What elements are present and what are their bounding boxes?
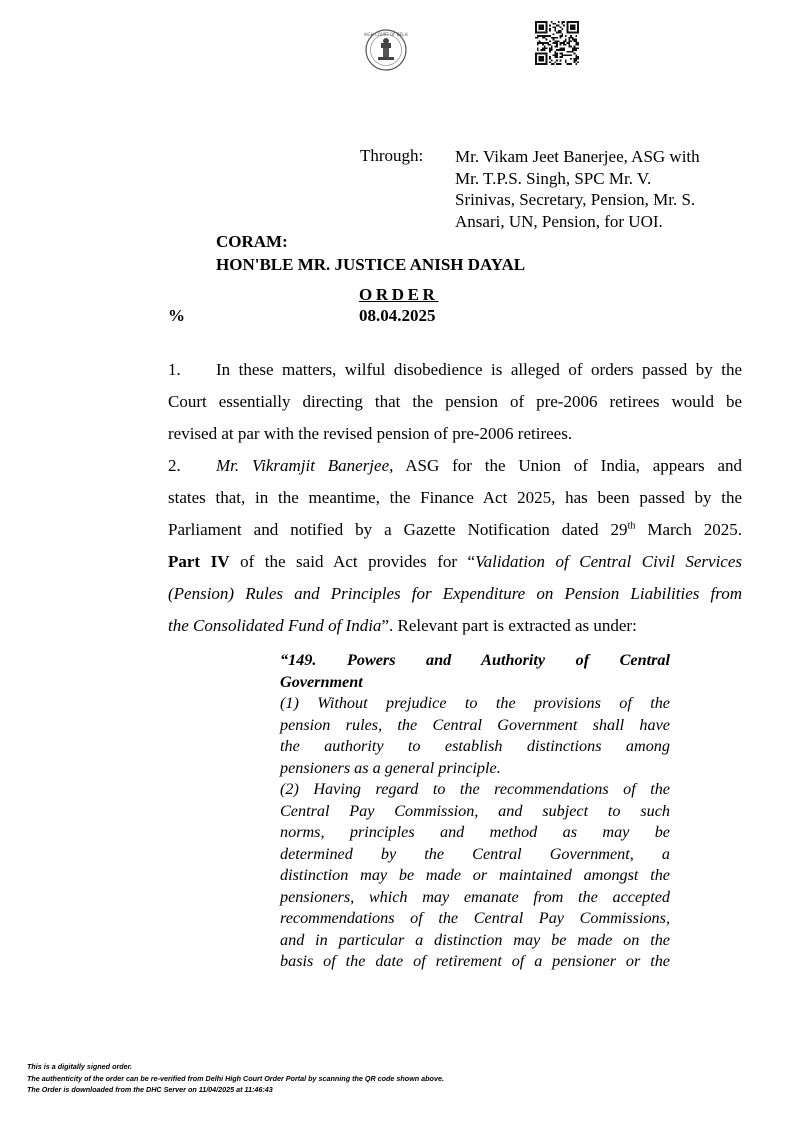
- extract-line: pensioners, which may emanate from the accepted: [280, 887, 670, 906]
- bold-reference: Part IV: [168, 552, 230, 571]
- counsel-appearance: [455, 146, 755, 232]
- extract-line: the authority to establish distinctions among: [280, 737, 670, 755]
- extract-line: norms, principles and method as may be: [280, 823, 670, 841]
- footer-line: The Order is downloaded from the DHC Server on 11/04/2025 at 11:46:43: [27, 1085, 273, 1094]
- percent-mark: %: [168, 306, 185, 325]
- qr-code-icon: [535, 21, 579, 65]
- paragraph-2-line: (Pension) Rules and Principles for Expenditure on Pension Liabilities from: [168, 584, 742, 603]
- paragraph-text: of the said Act provides for “: [229, 552, 476, 571]
- extract-line: distinction may be made or maintained amongst the: [280, 866, 670, 884]
- coram-judge: HON'BLE MR. JUSTICE ANISH DAYAL: [216, 255, 526, 274]
- italic-title: the Consolidated Fund of India: [168, 616, 382, 635]
- paragraph-2-line: states that, in the meantime, the Finance Act 2025, has been passed by the: [168, 488, 742, 507]
- extract-line: pension rules, the Central Government shall have: [280, 715, 670, 734]
- superscript: th: [627, 520, 636, 532]
- italic-title: Validation of Central Civil Services: [475, 552, 742, 571]
- paragraph-text: March 2025.: [635, 520, 742, 539]
- coram-label: CORAM:: [216, 232, 288, 251]
- paragraph-number: 1.: [168, 360, 181, 379]
- counsel-line: Mr. Vikam Jeet Banerjee, ASG with: [455, 147, 700, 166]
- paragraph-1-line: revised at par with the revised pension of pre-2006 retirees.: [168, 424, 573, 443]
- order-date: 08.04.2025: [359, 306, 436, 325]
- paragraph-text: ASG for the Union of India, appears and: [393, 456, 742, 475]
- counsel-line: Ansari, UN, Pension, for UOI.: [455, 211, 663, 231]
- paragraph-text: In these matters, wilful disobedience is alleged of orders passed by the: [216, 360, 742, 379]
- digital-signature-footer: [27, 1061, 444, 1096]
- extract-heading: “149. Powers and Authority of Central: [280, 651, 670, 669]
- court-emblem-icon: [364, 28, 408, 72]
- extract-line: Central Pay Commission, and subject to such: [280, 801, 670, 820]
- paragraph-2-line: [168, 552, 742, 572]
- footer-line: This is a digitally signed order.: [27, 1062, 133, 1071]
- extract-line: (2) Having regard to the recommendations of the: [280, 780, 670, 798]
- extract-line: and in particular a distinction may be made on the: [280, 930, 670, 949]
- footer-line: The authenticity of the order can be re-verified from Delhi High Court Order Portal by scanning the QR code shown above.: [27, 1073, 444, 1083]
- counsel-line: Mr. T.P.S. Singh, SPC Mr. V.: [455, 168, 652, 188]
- order-heading: ORDER: [359, 285, 439, 304]
- extract-line: pensioners as a general principle.: [280, 758, 501, 777]
- paragraph-2-line: [168, 456, 742, 476]
- extract-heading: Government: [280, 672, 363, 691]
- extract-line: (1) Without prejudice to the provisions of the: [280, 694, 670, 712]
- paragraph-1-line: [168, 360, 742, 380]
- paragraph-text: Parliament and notified by a Gazette Notification dated 29: [168, 520, 628, 539]
- paragraph-1-line: Court essentially directing that the pension of pre-2006 retirees would be: [168, 392, 742, 411]
- svg-text:HIGH COURT OF DELHI: HIGH COURT OF DELHI: [364, 32, 408, 37]
- counsel-name: Mr. Vikramjit Banerjee,: [216, 456, 394, 475]
- statute-extract: [280, 650, 670, 973]
- paragraph-2-line: [168, 520, 742, 540]
- through-label: Through:: [360, 146, 424, 165]
- counsel-line: Srinivas, Secretary, Pension, Mr. S.: [455, 190, 696, 209]
- paragraph-text: ”. Relevant part is extracted as under:: [381, 616, 637, 635]
- paragraph-2-line: [168, 616, 742, 636]
- extract-line: determined by the Central Government, a: [280, 844, 670, 863]
- paragraph-number: 2.: [168, 456, 181, 475]
- extract-line: basis of the date of retirement of a pensioner or the: [280, 952, 670, 970]
- extract-line: recommendations of the Central Pay Commissions,: [280, 909, 670, 927]
